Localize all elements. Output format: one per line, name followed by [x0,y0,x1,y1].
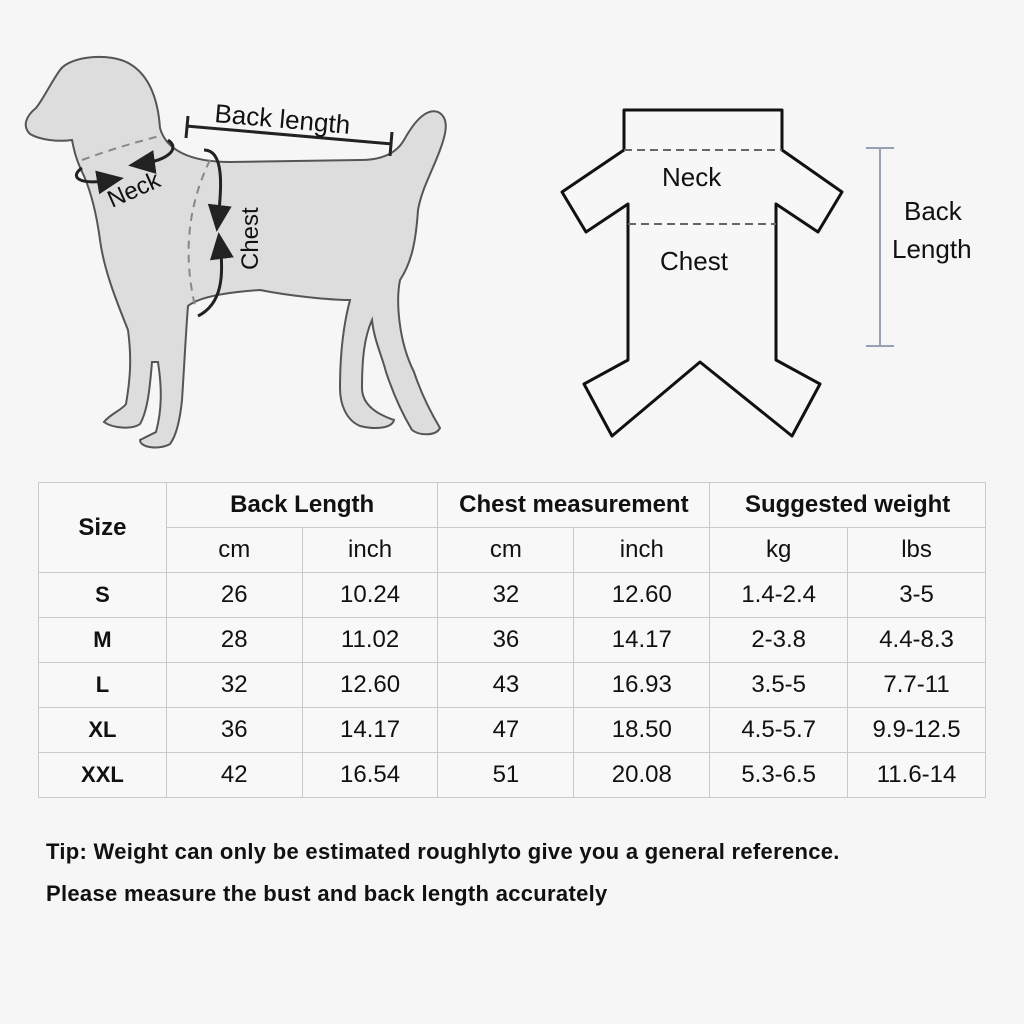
garment-neck-label: Neck [662,162,722,192]
table-cell: 36 [166,708,302,753]
unit-header: inch [574,528,710,573]
garment-back-label: Back [904,196,962,226]
table-row [39,708,986,753]
size-cell: XXL [39,753,167,798]
table-cell: 3-5 [848,573,986,618]
table-cell: 14.17 [574,618,710,663]
table-cell: 14.17 [302,708,438,753]
table-cell: 11.6-14 [848,753,986,798]
dog-illustration [26,57,446,448]
table-row [39,663,986,708]
size-cell: XL [39,708,167,753]
unit-header: lbs [848,528,986,573]
back-length-header: Back Length [166,483,438,528]
suggested-weight-header: Suggested weight [710,483,986,528]
table-row [39,618,986,663]
measure-note: Please measure the bust and back length accurately [46,881,608,906]
table-row [39,573,986,618]
table-cell: 32 [438,573,574,618]
size-chart-table [38,482,986,798]
table-cell: 18.50 [574,708,710,753]
table-cell: 12.60 [302,663,438,708]
table-row [39,753,986,798]
table-cell: 32 [166,663,302,708]
size-header: Size [39,483,167,573]
table-cell: 51 [438,753,574,798]
table-cell: 47 [438,708,574,753]
unit-header: inch [302,528,438,573]
back-length-tick-right [390,132,392,156]
table-cell: 9.9-12.5 [848,708,986,753]
table-cell: 26 [166,573,302,618]
back-length-tick-left [186,116,188,138]
diagram-svg [0,0,1024,470]
size-cell: S [39,573,167,618]
chest-measurement-header: Chest measurement [438,483,710,528]
table-cell: 11.02 [302,618,438,663]
table-header-groups [39,483,986,528]
table-cell: 4.4-8.3 [848,618,986,663]
size-cell: L [39,663,167,708]
table-cell: 2-3.8 [710,618,848,663]
dog-chest-label: Chest [237,207,264,270]
table-cell: 1.4-2.4 [710,573,848,618]
table-cell: 28 [166,618,302,663]
size-cell: M [39,618,167,663]
garment-chest-label: Chest [660,246,728,276]
table-cell: 36 [438,618,574,663]
table-cell: 10.24 [302,573,438,618]
table-cell: 16.93 [574,663,710,708]
tips-section [46,838,1006,908]
table-cell: 4.5-5.7 [710,708,848,753]
table-cell: 12.60 [574,573,710,618]
measurement-diagram [0,0,1024,470]
garment-illustration [562,110,972,436]
dog-back-length-label: Back length [213,98,352,140]
table-header-units [39,528,986,573]
table-cell: 43 [438,663,574,708]
dog-neck-label: Neck [103,166,165,214]
table-cell: 42 [166,753,302,798]
table-cell: 7.7-11 [848,663,986,708]
garment-length-label: Length [892,234,972,264]
unit-header: kg [710,528,848,573]
table-cell: 3.5-5 [710,663,848,708]
unit-header: cm [438,528,574,573]
table-cell: 20.08 [574,753,710,798]
table-cell: 16.54 [302,753,438,798]
unit-header: cm [166,528,302,573]
table-cell: 5.3-6.5 [710,753,848,798]
tip-text: Tip: Weight can only be estimated roughlyto give you a general reference. [46,839,840,864]
